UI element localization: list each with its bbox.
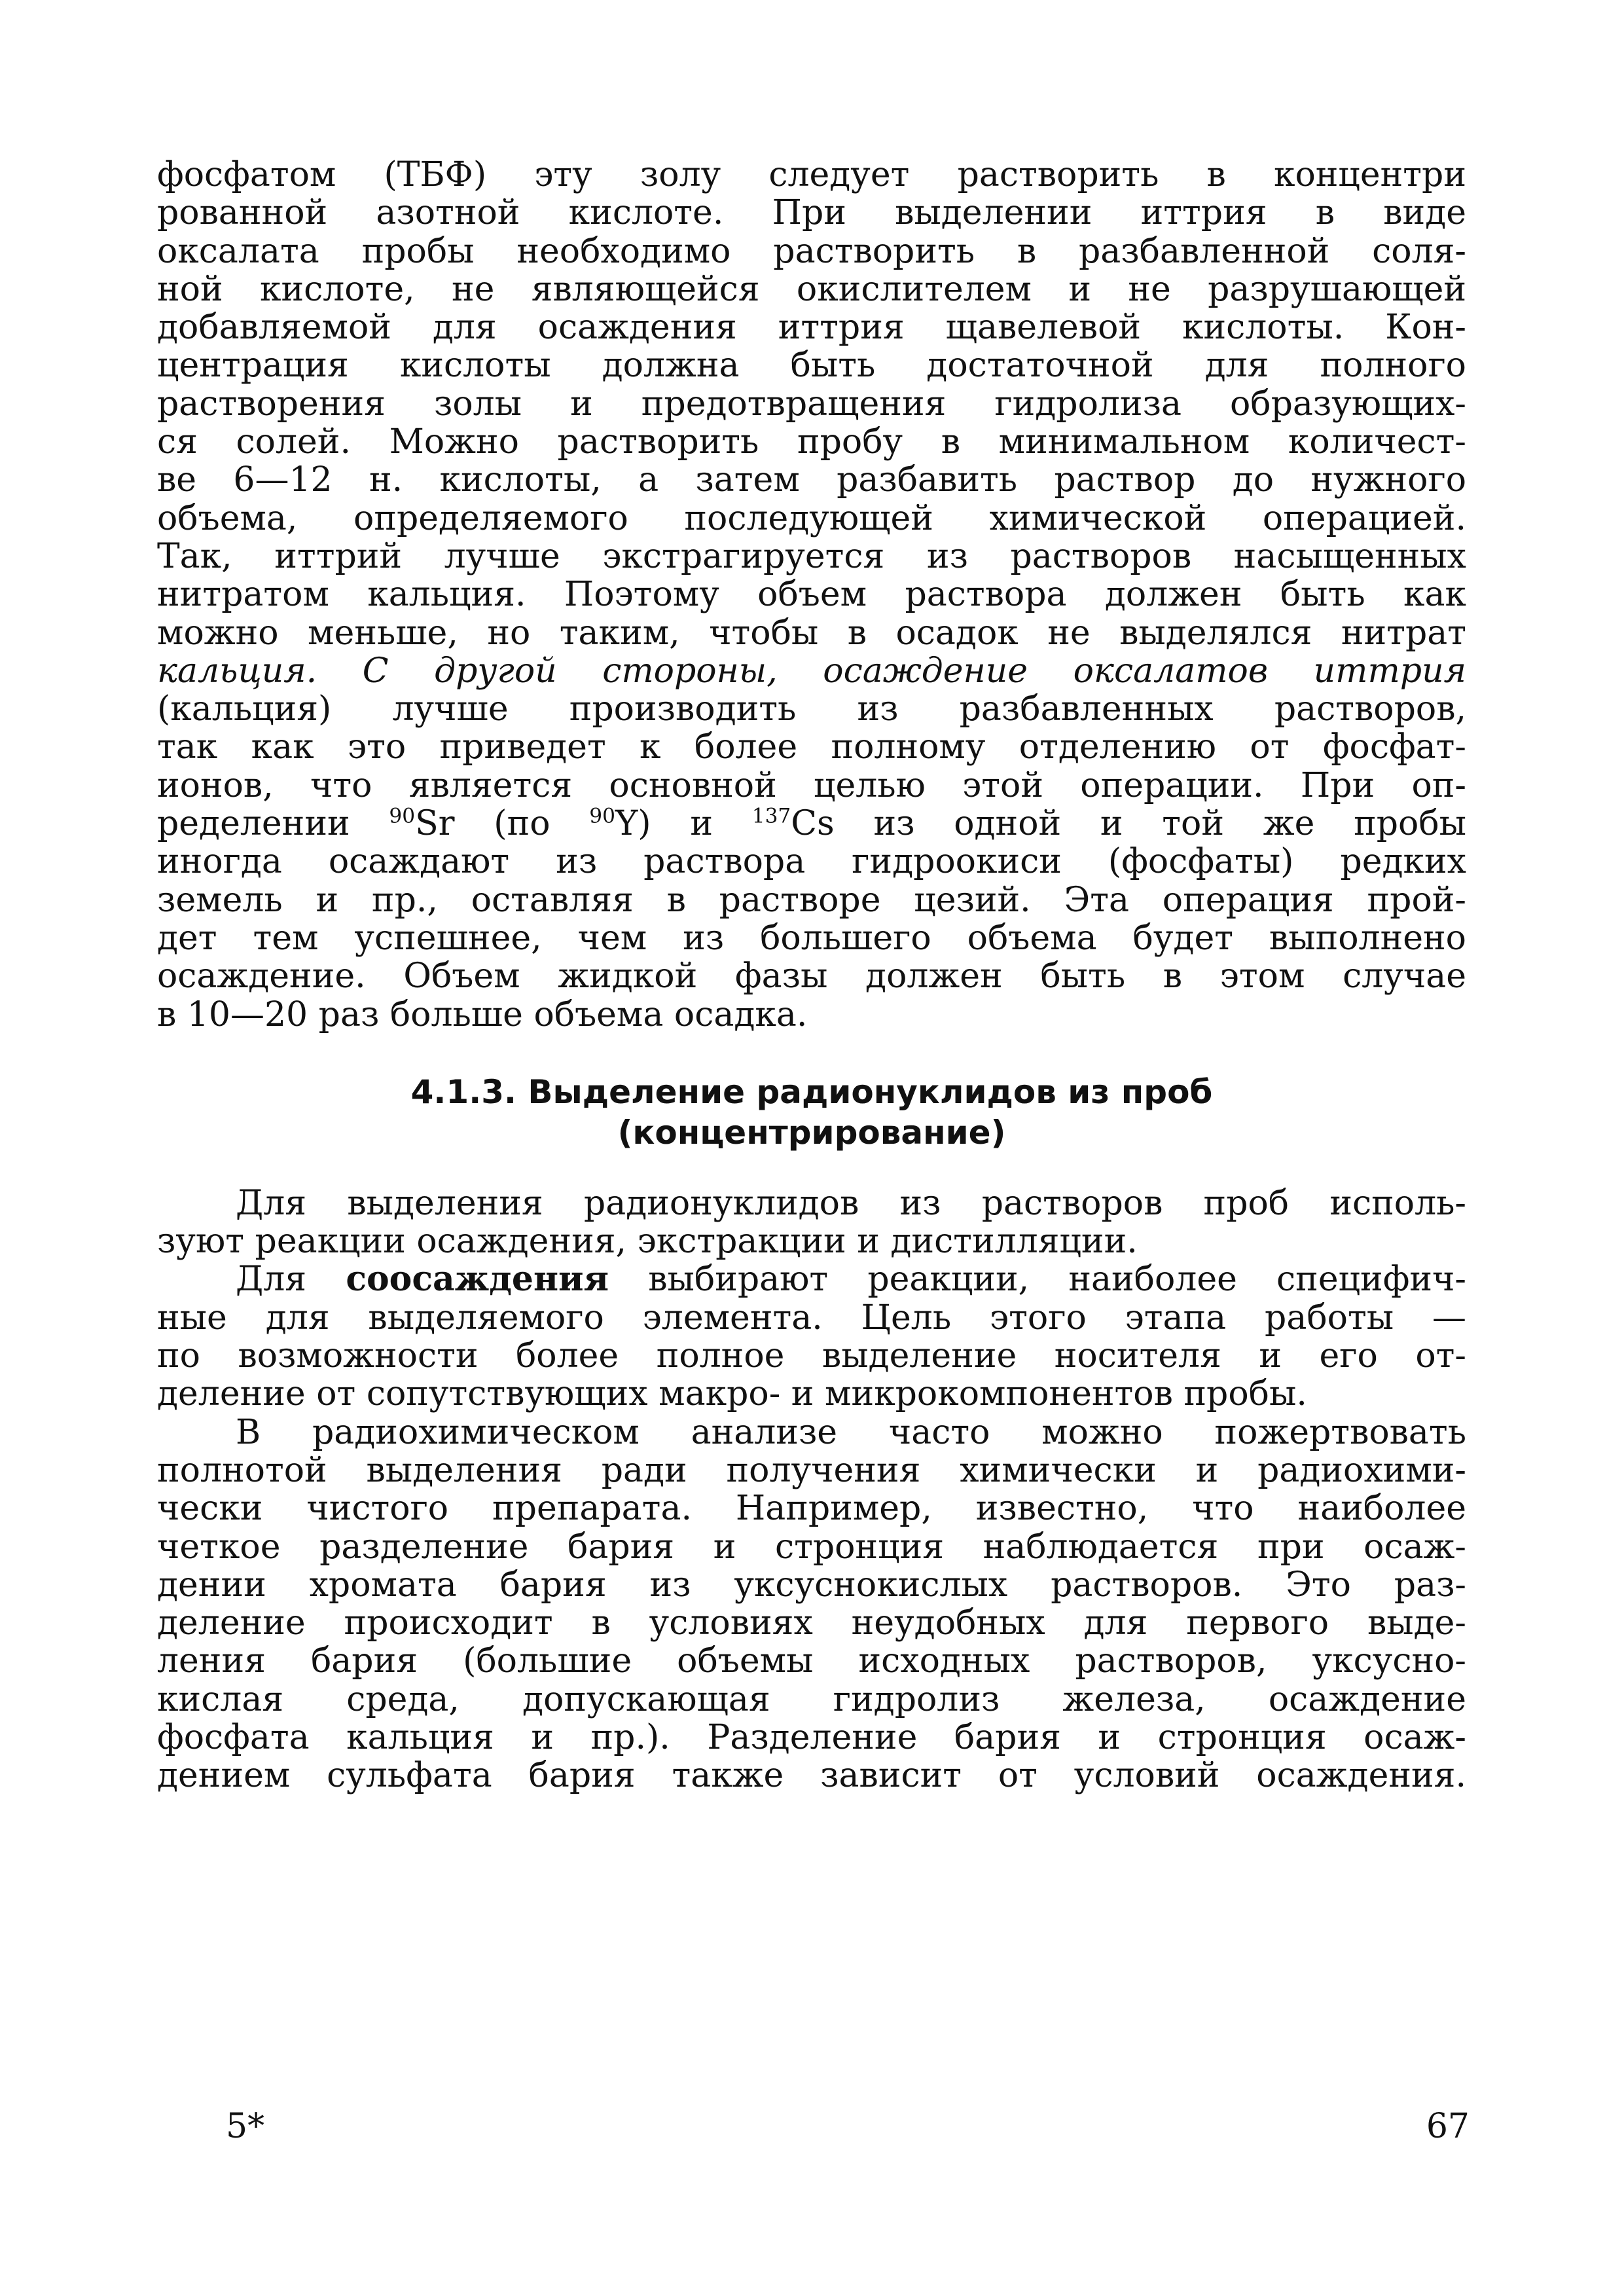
text-line: осаждение. Объем жидкой фазы должен быть в этом случае — [157, 957, 1466, 996]
text-line — [157, 1260, 1466, 1298]
text-line: иногда осаждают из раствора гидроокиси (фосфаты) редких — [157, 843, 1466, 881]
text-line: земель и пр., оставляя в растворе цезий. Эта операция прой- — [157, 881, 1466, 919]
element-symbol: Sr — [415, 805, 455, 843]
text-line: растворения золы и предотвращения гидролиза образующих- — [157, 384, 1466, 424]
text-line: деление от сопутствующих макро- и микрокомпонентов пробы. — [157, 1375, 1307, 1413]
text-fragment: и — [690, 805, 713, 843]
bold-term: соосаждения — [346, 1260, 609, 1299]
text-line: зуют реакции осаждения, экстракции и дистилляции. — [157, 1222, 1138, 1261]
mass-number: 90 — [389, 805, 416, 828]
text-line: дет тем успешнее, чем из большего объема будет выполнено — [157, 919, 1466, 958]
text-fragment: ределении — [157, 805, 350, 843]
text-line: В радиохимическом анализе часто можно пожертвовать — [236, 1413, 1466, 1451]
section-heading — [157, 1072, 1466, 1153]
text-fragment: из одной и той же пробы — [873, 805, 1466, 843]
text-line: объема, определяемого последующей химической операцией. — [157, 499, 1466, 538]
text-line: Для выделения радионуклидов из растворов проб исполь- — [236, 1184, 1466, 1223]
text-line: Так, иттрий лучше экстрагируется из растворов насыщенных — [157, 537, 1466, 576]
text-line: кальция. С другой стороны, осаждение оксалатов иттрия — [157, 651, 1466, 691]
paragraph-4 — [157, 1413, 1466, 1795]
text-line: чески чистого препарата. Например, известно, что наиболее — [157, 1489, 1466, 1528]
page-number: 67 — [1426, 2107, 1470, 2146]
text-line: фосфатом (ТБФ) эту золу следует растворить в концентри — [157, 156, 1466, 194]
text-fragment: (по — [494, 805, 550, 843]
element-symbol: Cs — [791, 805, 835, 843]
text-line: кислая среда, допускающая гидролиз железа, осаждение — [157, 1680, 1466, 1719]
text-line: дением сульфата бария также зависит от условий осаждения. — [157, 1757, 1466, 1795]
mass-number: 137 — [751, 805, 791, 828]
text-line: ся солей. Можно растворить пробу в минимальном количест- — [157, 423, 1466, 462]
text-fragment: выбирают реакции, наиболее специфич- — [648, 1260, 1466, 1299]
text-line: полнотой выделения ради получения химически и радиохими- — [157, 1451, 1466, 1490]
text-line: добавляемой для осаждения иттрия щавелевой кислоты. Кон- — [157, 308, 1466, 347]
text-line: нитратом кальция. Поэтому объем раствора должен быть как — [157, 575, 1466, 614]
signature-mark: 5* — [226, 2107, 265, 2146]
text-line: в 10—20 раз больше объема осадка. — [157, 995, 808, 1034]
element-symbol: Y) — [615, 805, 651, 843]
paragraph-1 — [157, 156, 1466, 1034]
text-line: ные для выделяемого элемента. Цель этого этапа работы — — [157, 1298, 1466, 1338]
text-line: дении хромата бария из уксуснокислых растворов. Это раз- — [157, 1565, 1466, 1605]
text-line: рованной азотной кислоте. При выделении иттрия в виде — [157, 194, 1466, 232]
mass-number: 90 — [589, 805, 615, 828]
paragraph-3 — [157, 1260, 1466, 1413]
text-line: ления бария (большие объемы исходных растворов, уксусно- — [157, 1642, 1466, 1681]
text-line: деление происходит в условиях неудобных для первого выде- — [157, 1604, 1466, 1643]
text-line-isotopes — [157, 805, 1466, 843]
heading-line: (концентрирование) — [617, 1113, 1006, 1152]
text-line: четкое разделение бария и стронция наблюдается при осаж- — [157, 1527, 1466, 1566]
text-line: ионов, что является основной целью этой операции. При оп- — [157, 766, 1466, 805]
paragraph-2 — [157, 1184, 1466, 1261]
text-line: ве 6—12 н. кислоты, а затем разбавить раствор до нужного — [157, 461, 1466, 500]
text-line: (кальция) лучше производить из разбавленных растворов, — [157, 690, 1466, 729]
text-line: центрация кислоты должна быть достаточной для полного — [157, 346, 1466, 385]
text-line: оксалата пробы необходимо растворить в разбавленной соля- — [157, 232, 1466, 270]
text-block — [157, 156, 1466, 1795]
text-line: можно меньше, но таким, чтобы в осадок не выделялся нитрат — [157, 613, 1466, 652]
text-fragment: Для — [236, 1260, 307, 1299]
heading-line: 4.1.3. Выделение радионуклидов из проб — [410, 1072, 1213, 1111]
text-line: фосфата кальция и пр.). Разделение бария и стронция осаж- — [157, 1718, 1466, 1757]
text-line: по возможности более полное выделение носителя и его от- — [157, 1337, 1466, 1376]
text-line: так как это приведет к более полному отделению от фосфат- — [157, 728, 1466, 767]
text-line: ной кислоте, не являющейся окислителем и не разрушающей — [157, 270, 1466, 309]
